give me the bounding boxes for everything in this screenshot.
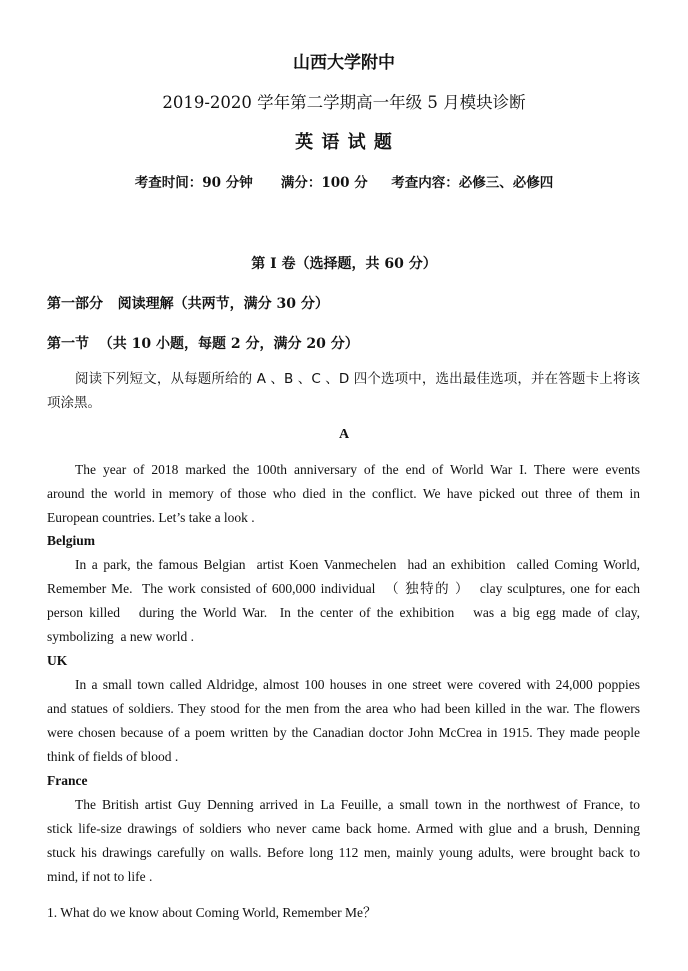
question-1: 1. What do we know about Coming World, Remember Me？: [47, 905, 377, 920]
belgium-heading: Belgium: [47, 533, 96, 548]
subject-title: 英 语 试 题: [295, 132, 393, 153]
belgium-line-1: In a park, the famous Belgian artist Koen Vanmechelen had an exhibition called Coming World,: [75, 557, 640, 572]
uk-line-2: and statues of soldiers. They stood for the men from the area who had been killed in the war. The flowers: [47, 701, 640, 716]
volume-heading: 第 I 卷（选择题，共 60 分）: [251, 256, 437, 272]
belgium-line-3: person killed during the World War. In the center of the exhibition was a big egg made of clay,: [47, 605, 640, 620]
part-heading: 第一部分 阅读理解（共两节，满分 30 分）: [47, 296, 329, 312]
france-line-3: stuck his drawings carefully on walls. Before long 112 men, mainly young adults, were brought back to: [47, 845, 640, 860]
belgium-line-2: Remember Me. The work consisted of 600,000 individual （ 独特的 ） clay sculptures, one for each: [47, 581, 640, 596]
france-line-2: stick life-size drawings of soldiers who never came back home. Armed with glue and a brush, Denning: [47, 821, 640, 836]
uk-heading: UK: [47, 653, 68, 668]
instructions-line-2: 项涂黑。: [47, 395, 101, 411]
exam-title: 2019-2020 学年第二学期高一年级 5 月模块诊断: [162, 93, 526, 112]
instructions-line-1: 阅读下列短文，从每题所给的 A 、B 、C 、D 四个选项中，选出最佳选项，并在答题卡上将该: [75, 371, 640, 387]
school-title: 山西大学附中: [293, 53, 395, 73]
uk-line-4: think of fields of blood .: [47, 749, 179, 764]
uk-line-3: were chosen because of a poem written by the Canadian doctor John McCrea in 1915. They made people: [47, 725, 640, 740]
section-heading: 第一节 （共 10 小题，每题 2 分，满分 20 分）: [47, 336, 359, 352]
intro-line-2: around the world in memory of those who died in the conflict. We have picked out three of them in: [47, 486, 640, 501]
intro-line-1: The year of 2018 marked the 100th anniversary of the end of World War I. There were events: [75, 462, 640, 477]
intro-line-3: European countries. Let’s take a look .: [47, 510, 255, 525]
belgium-line-4: symbolizing a new world .: [47, 629, 194, 644]
passage-label: A: [338, 427, 350, 442]
uk-line-1: In a small town called Aldridge, almost 100 houses in one street were covered with 24,000 poppies: [75, 677, 640, 692]
france-heading: France: [47, 773, 88, 788]
france-line-4: mind, if not to life .: [47, 869, 153, 884]
exam-meta: 考查时间：90 分钟 满分：100 分 考查内容：必修三、必修四: [134, 175, 554, 191]
france-line-1: The British artist Guy Denning arrived in La Feuille, a small town in the northwest of France, to: [75, 797, 640, 812]
